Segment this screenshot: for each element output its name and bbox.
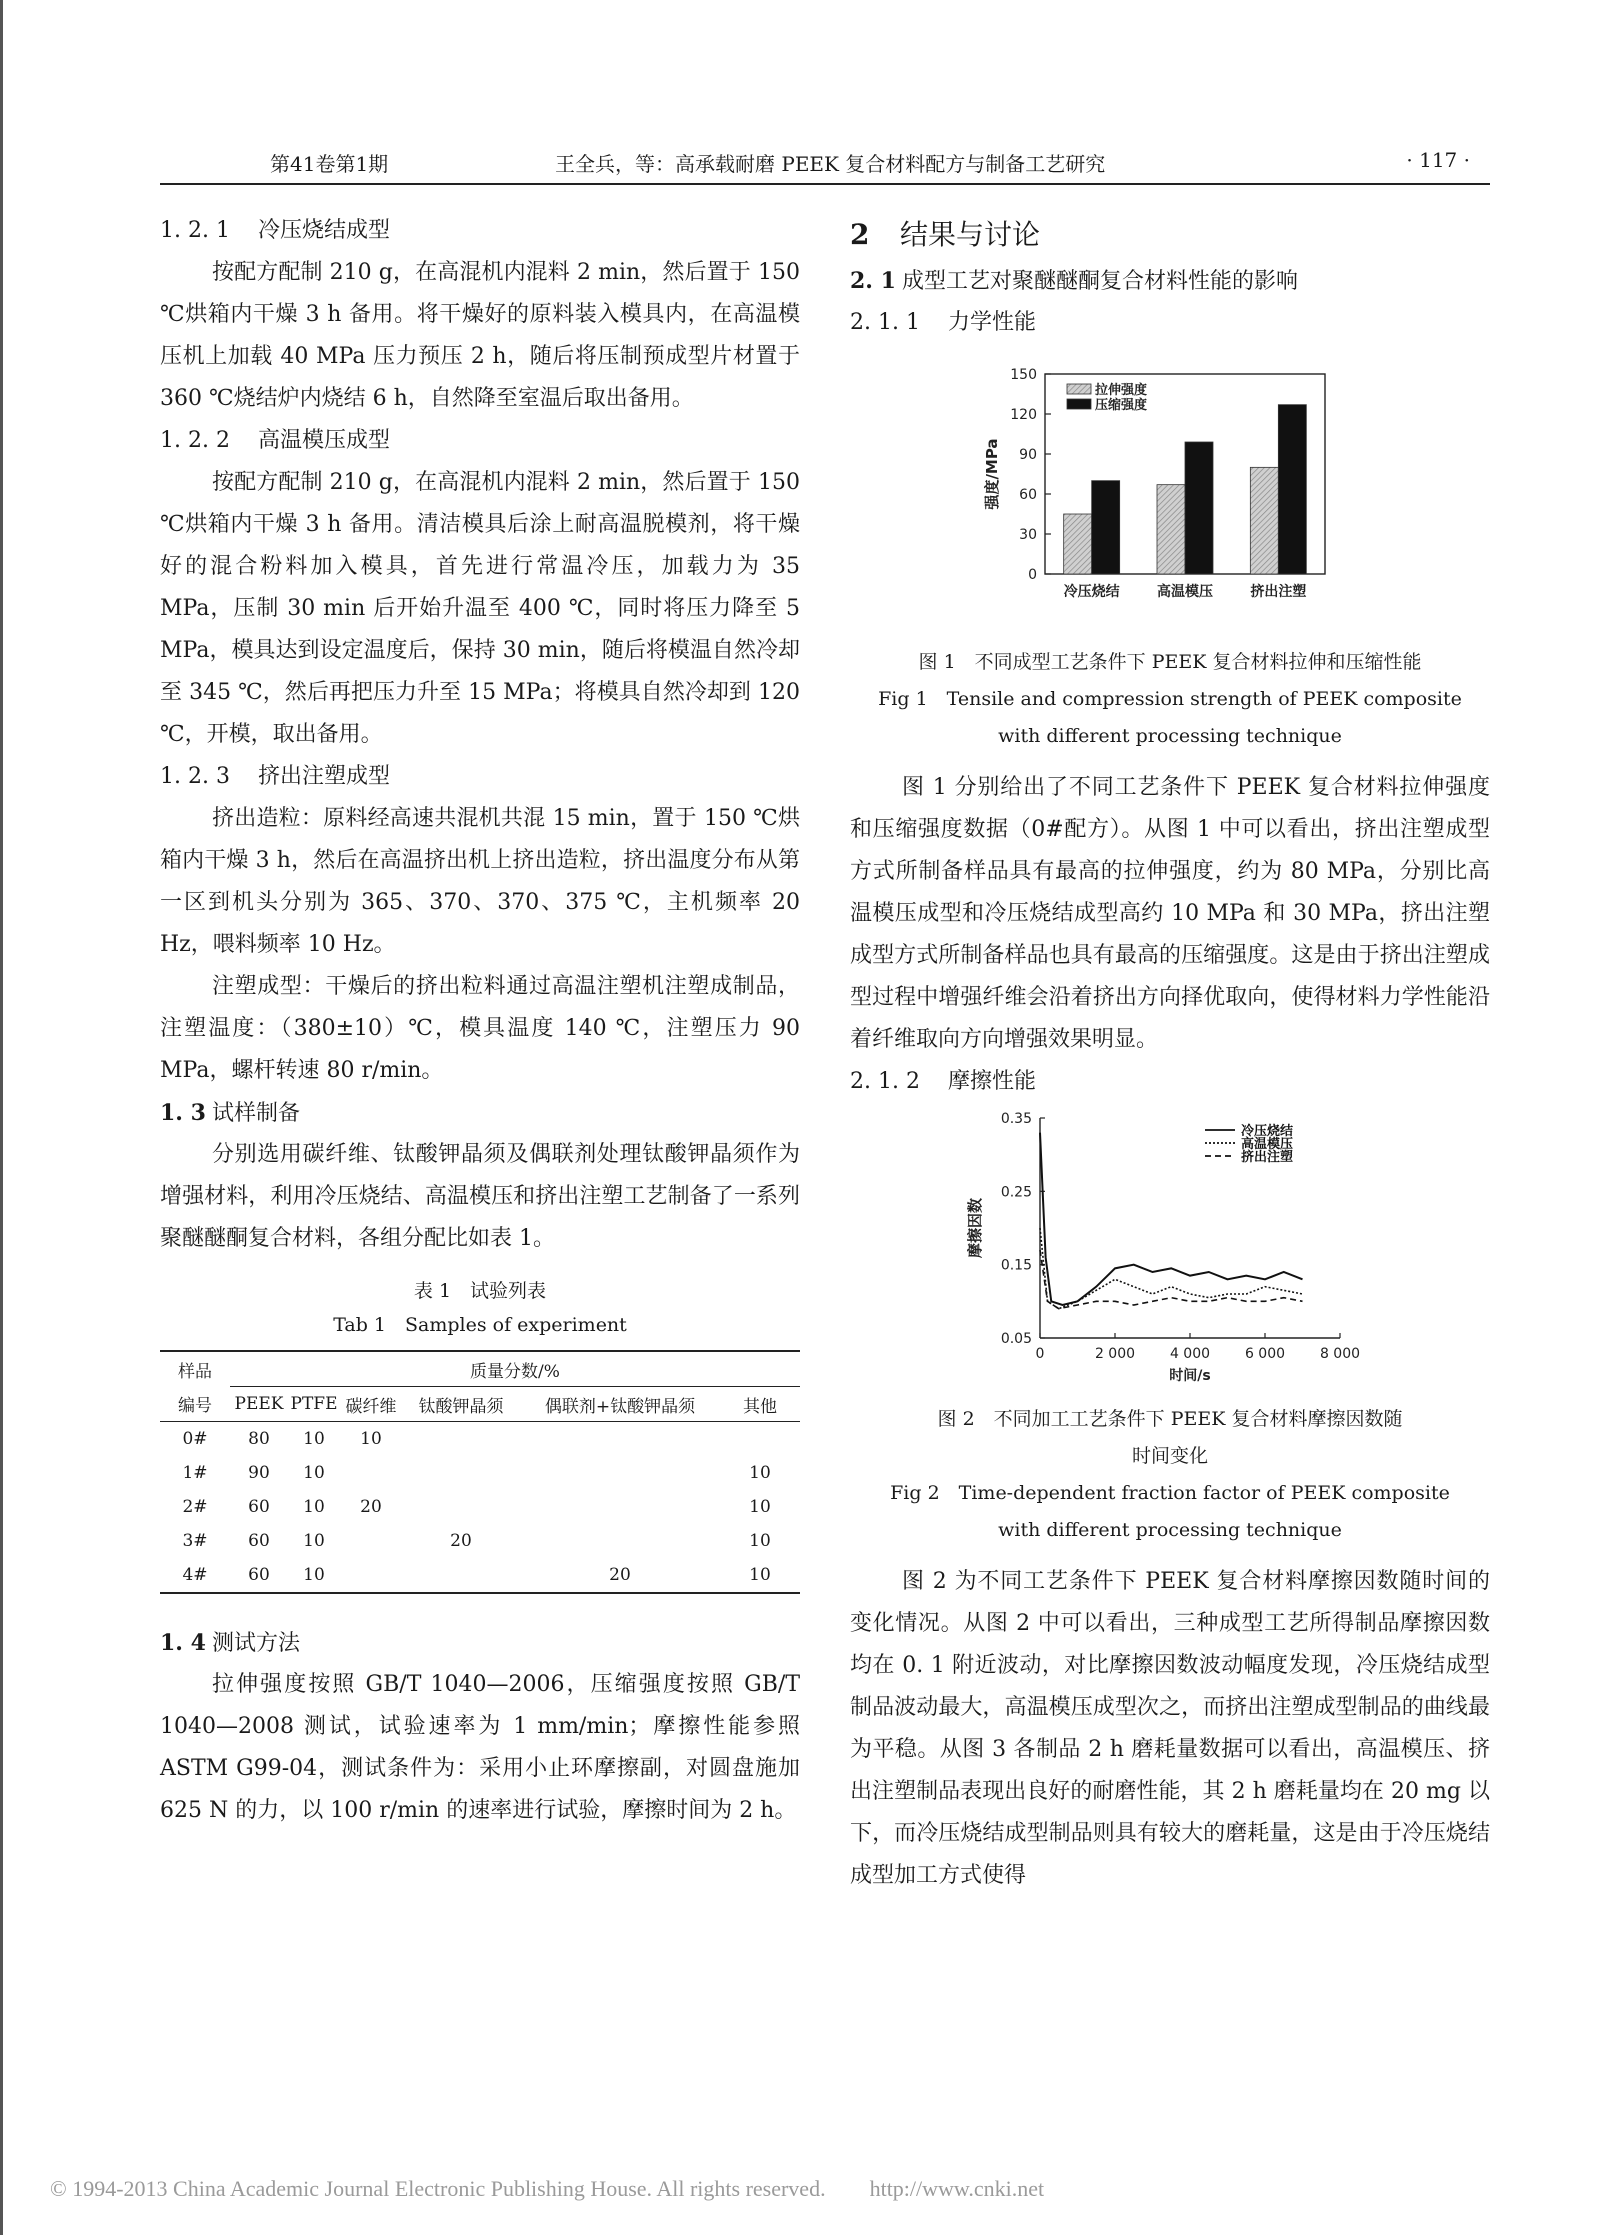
heading-2 (850, 210, 1490, 260)
figure-1-caption-en: Fig 1 Tensile and compression strength of PEEK composite (878, 688, 1462, 710)
page-edge (0, 0, 3, 2235)
y-tick-label: 0.25 (1000, 1184, 1032, 1201)
heading-text: 结果与讨论 (900, 218, 1041, 251)
paragraph-cold-press: 按配方配制 210 g，在高混机内混料 2 min，然后置于 150 ℃烘箱内干燥 3 h 备用。将干燥好的原料装入模具内，在高温模压机上加载 40 MPa 压力预压 2 h，随后将压制预成型片材置于 360 ℃烧结炉内烧结 6 h，自然降至室温后取出备用。 (160, 260, 800, 411)
table-cell (402, 1422, 520, 1457)
table-cell (720, 1422, 800, 1457)
paragraph-sample-prep: 分别选用碳纤维、钛酸钾晶须及偶联剂处理钛酸钾晶须作为增强材料，利用冷压烧结、高温模压和挤出注塑工艺制备了一系列聚醚醚酮复合材料，各组分配比如表 1。 (160, 1142, 800, 1251)
table-cell: 10 (303, 1463, 325, 1483)
table-cell: 10 (288, 1558, 340, 1593)
table-cell: 10 (303, 1497, 325, 1517)
y-tick-label: 90 (1019, 447, 1037, 463)
table-cell: 60 (248, 1497, 270, 1517)
table-cell: 4# (160, 1558, 230, 1593)
table-row (160, 1558, 800, 1593)
friction-line-chart (850, 1103, 1490, 1393)
table-row (160, 1490, 800, 1524)
copyright-footer: © 1994-2013 China Academic Journal Electronic Publishing House. All rights reserved. http://www.cnki.net (50, 2176, 1045, 2201)
paragraph-friction: 图 2 为不同工艺条件下 PEEK 复合材料摩擦因数随时间的变化情况。从图 2 中可以看出，三种成型工艺所得制品摩擦因数均在 0. 1 附近波动，对比摩擦因数波动幅度发现，冷压烧结成型制品波动最大，高温模压成型次之，而挤出注塑成型制品的曲线最为平稳。从图 3 各制品 2 h 磨耗量数据可以看出，高温模压、挤出注塑制品表现出良好的耐磨性能，其 2 h 磨耗量均在 20 mg 以下，而冷压烧结成型制品则具有较大的磨耗量，这是由于冷压烧结成型加工方式使得 (850, 1569, 1490, 1888)
heading-number: 1. 3 (160, 1100, 206, 1126)
y-tick-label: 0 (1028, 567, 1037, 583)
running-header (160, 140, 1490, 180)
table-cell: 90 (248, 1463, 270, 1483)
y-tick-label: 60 (1019, 487, 1037, 503)
y-tick-label: 150 (1010, 367, 1037, 383)
y-tick-label: 120 (1010, 407, 1037, 423)
table-cell (520, 1456, 720, 1490)
table-row (160, 1456, 800, 1490)
bar-tensile (1064, 514, 1092, 574)
header-issue: 第41卷第1期 (270, 152, 389, 176)
table-cell: 10 (303, 1429, 325, 1449)
figure-1-caption-en-2: with different processing technique (998, 725, 1342, 747)
paragraph-test-method: 拉伸强度按照 GB/T 1040—2006，压缩强度按照 GB/T 1040—2008 测试，试验速率为 1 mm/min；摩擦性能参照 ASTM G99-04，测试条件为：采用小止环摩擦副，对圆盘施加 625 N 的力，以 100 r/min 的速率进行试验，摩擦时间为 2 h。 (160, 1672, 800, 1823)
figure-2-caption-en-2: with different processing technique (998, 1519, 1342, 1541)
table-cell: 10 (749, 1497, 771, 1517)
samples-table (160, 1350, 800, 1594)
heading-number: 2 (850, 218, 870, 251)
figure-2-caption-cn-2: 时间变化 (1131, 1445, 1208, 1467)
legend-swatch (1067, 384, 1091, 394)
figure-2-caption-cn: 图 2 不同加工工艺条件下 PEEK 复合材料摩擦因数随 (937, 1408, 1403, 1430)
table-cell (340, 1524, 402, 1558)
x-category-label: 挤出注塑 (1250, 584, 1307, 600)
heading-number: 2. 1 (850, 268, 896, 294)
figure-1 (850, 344, 1490, 638)
table-header-cell: 样品 (160, 1351, 230, 1387)
x-tick-label: 6 000 (1244, 1346, 1286, 1362)
table-header-row (160, 1387, 800, 1422)
x-tick-label: 4 000 (1169, 1346, 1211, 1362)
heading-1-2-3 (160, 756, 800, 798)
y-tick-label: 0.15 (1000, 1257, 1032, 1274)
table-header-cell: PEEK (230, 1387, 288, 1422)
heading-1-2-2 (160, 420, 800, 462)
heading-number: 1. 4 (160, 1630, 206, 1656)
table-cell: 10 (720, 1558, 800, 1593)
legend-label: 压缩强度 (1095, 398, 1148, 413)
heading-number: 1. 2. 1 (160, 218, 230, 243)
table-cell: 10 (749, 1531, 771, 1551)
heading-2-1-2 (850, 1061, 1490, 1103)
paragraph-hot-press: 按配方配制 210 g，在高混机内混料 2 min，然后置于 150 ℃烘箱内干燥 3 h 备用。清洁模具后涂上耐高温脱模剂，将干燥好的混合粉料加入模具，首先进行常温冷压，加载力为 35 MPa，压制 30 min 后开始升温至 400 ℃，同时将压力降至 5 MPa，模具达到设定温度后，保持 30 min，随后将模温自然冷却至 345 ℃，然后再把压力升至 15 MPa；将模具自然冷却到 120 ℃，开模，取出备用。 (160, 470, 800, 747)
paragraph-mechanical: 图 1 分别给出了不同工艺条件下 PEEK 复合材料拉伸强度和压缩强度数据（0#配方）。从图 1 中可以看出，挤出注塑成型方式所制备样品具有最高的拉伸强度，约为 80 MPa，分别比高温模压成型和冷压烧结成型高约 10 MPa 和 30 MPa，挤出注塑成型方式所制备样品也具有最高的压缩强度。这是由于挤出注塑成型过程中增强纤维会沿着挤出方向择优取向，使得材料力学性能沿着纤维取向方向增强效果明显。 (850, 775, 1490, 1052)
bar-tensile (1157, 485, 1185, 574)
table-cell: 10 (303, 1531, 325, 1551)
table-caption-en: Tab 1 Samples of experiment (333, 1314, 627, 1336)
table-cell: 10 (749, 1463, 771, 1483)
table-header-cell: PTFE (288, 1387, 340, 1422)
heading-text: 力学性能 (948, 310, 1037, 335)
strength-bar-chart (850, 344, 1490, 634)
table-cell: 60 (248, 1531, 270, 1551)
table-header-cell: 钛酸钾晶须 (402, 1387, 520, 1422)
table-header-cell: 偶联剂+钛酸钾晶须 (520, 1387, 720, 1422)
left-column (160, 210, 800, 1832)
heading-number: 2. 1. 1 (850, 310, 920, 335)
heading-2-1-1 (850, 302, 1490, 344)
legend-label: 冷压烧结 (1241, 1124, 1294, 1139)
x-category-label: 冷压烧结 (1063, 584, 1120, 600)
x-tick-label: 8 000 (1319, 1346, 1361, 1362)
header-title: 王全兵，等：高承载耐磨 PEEK 复合材料配方与制备工艺研究 (555, 152, 1106, 176)
heading-text: 高温模压成型 (258, 428, 391, 453)
table-header-cell: 碳纤维 (340, 1387, 402, 1422)
heading-text: 冷压烧结成型 (258, 218, 391, 243)
table-cell: 60 (230, 1558, 288, 1593)
table-header-group: 质量分数/% (230, 1351, 800, 1387)
right-column (850, 210, 1490, 1897)
table-cell: 3# (182, 1531, 208, 1551)
heading-1-3 (160, 1092, 800, 1134)
heading-text: 挤出注塑成型 (258, 764, 391, 789)
x-tick-label: 2 000 (1094, 1346, 1136, 1362)
x-axis-label: 时间/s (1169, 1368, 1211, 1384)
table-cell: 0# (182, 1429, 208, 1449)
heading-number: 1. 2. 3 (160, 764, 230, 789)
heading-text: 成型工艺对聚醚醚酮复合材料性能的影响 (902, 269, 1299, 294)
header-rule (160, 183, 1490, 185)
table-cell: 1# (182, 1463, 208, 1483)
table-cell (520, 1422, 720, 1457)
table-cell: 20 (520, 1558, 720, 1593)
table-header-cell: 其他 (720, 1387, 800, 1422)
legend-label: 挤出注塑 (1241, 1150, 1294, 1165)
table-cell: 2# (182, 1497, 208, 1517)
legend-label: 拉伸强度 (1095, 383, 1148, 398)
heading-1-4 (160, 1622, 800, 1664)
y-tick-label: 0.05 (1000, 1331, 1032, 1347)
heading-text: 试样制备 (212, 1101, 301, 1126)
table-row (160, 1422, 800, 1457)
heading-text: 摩擦性能 (948, 1069, 1037, 1094)
y-axis-label: 强度/MPa (983, 438, 1001, 510)
header-page-number: · 117 · (1406, 148, 1470, 172)
heading-1-2-1 (160, 210, 800, 252)
table-cell (520, 1490, 720, 1524)
table-cell: 20 (360, 1497, 382, 1517)
legend-label: 高温模压 (1241, 1137, 1294, 1152)
figure-2-caption-en: Fig 2 Time-dependent fraction factor of PEEK composite (890, 1482, 1450, 1504)
table-cell (340, 1558, 402, 1593)
table-cell: 80 (248, 1429, 270, 1449)
table-header-row (160, 1351, 800, 1387)
x-tick-label: 0 (1035, 1346, 1045, 1362)
heading-text: 测试方法 (212, 1631, 301, 1656)
table-cell: 20 (450, 1531, 472, 1551)
table-header-cell: 编号 (160, 1387, 230, 1422)
bar-compressive (1185, 442, 1213, 574)
table-cell: 10 (360, 1429, 382, 1449)
bar-compressive (1278, 405, 1306, 574)
heading-number: 2. 1. 2 (850, 1069, 920, 1094)
table-cell (402, 1558, 520, 1593)
table-cell (340, 1456, 402, 1490)
paragraph-extrusion: 挤出造粒：原料经高速共混机共混 15 min，置于 150 ℃烘箱内干燥 3 h，然后在高温挤出机上挤出造粒，挤出温度分布从第一区到机头分别为 365、370、370、375 ℃，主机频率 20 Hz，喂料频率 10 Hz。 (160, 806, 800, 957)
table-cell (402, 1490, 520, 1524)
table-cell (520, 1524, 720, 1558)
y-tick-label: 30 (1019, 527, 1037, 543)
figure-2 (850, 1103, 1490, 1397)
paragraph-injection: 注塑成型：干燥后的挤出粒料通过高温注塑机注塑成制品，注塑温度：（380±10）℃，模具温度 140 ℃，注塑压力 90 MPa，螺杆转速 80 r/min。 (160, 974, 800, 1083)
figure-1-caption-cn: 图 1 不同成型工艺条件下 PEEK 复合材料拉伸和压缩性能 (918, 651, 1422, 673)
legend-swatch (1067, 399, 1091, 409)
x-category-label: 高温模压 (1157, 584, 1213, 600)
heading-2-1 (850, 260, 1490, 302)
heading-number: 1. 2. 2 (160, 428, 230, 453)
table-row (160, 1524, 800, 1558)
table-cell (402, 1456, 520, 1490)
y-axis-label: 摩擦因数 (966, 1197, 984, 1259)
table-caption-cn: 表 1 试验列表 (413, 1280, 547, 1302)
y-tick-label: 0.35 (1000, 1111, 1032, 1127)
bar-compressive (1092, 481, 1120, 574)
bar-tensile (1250, 467, 1278, 574)
